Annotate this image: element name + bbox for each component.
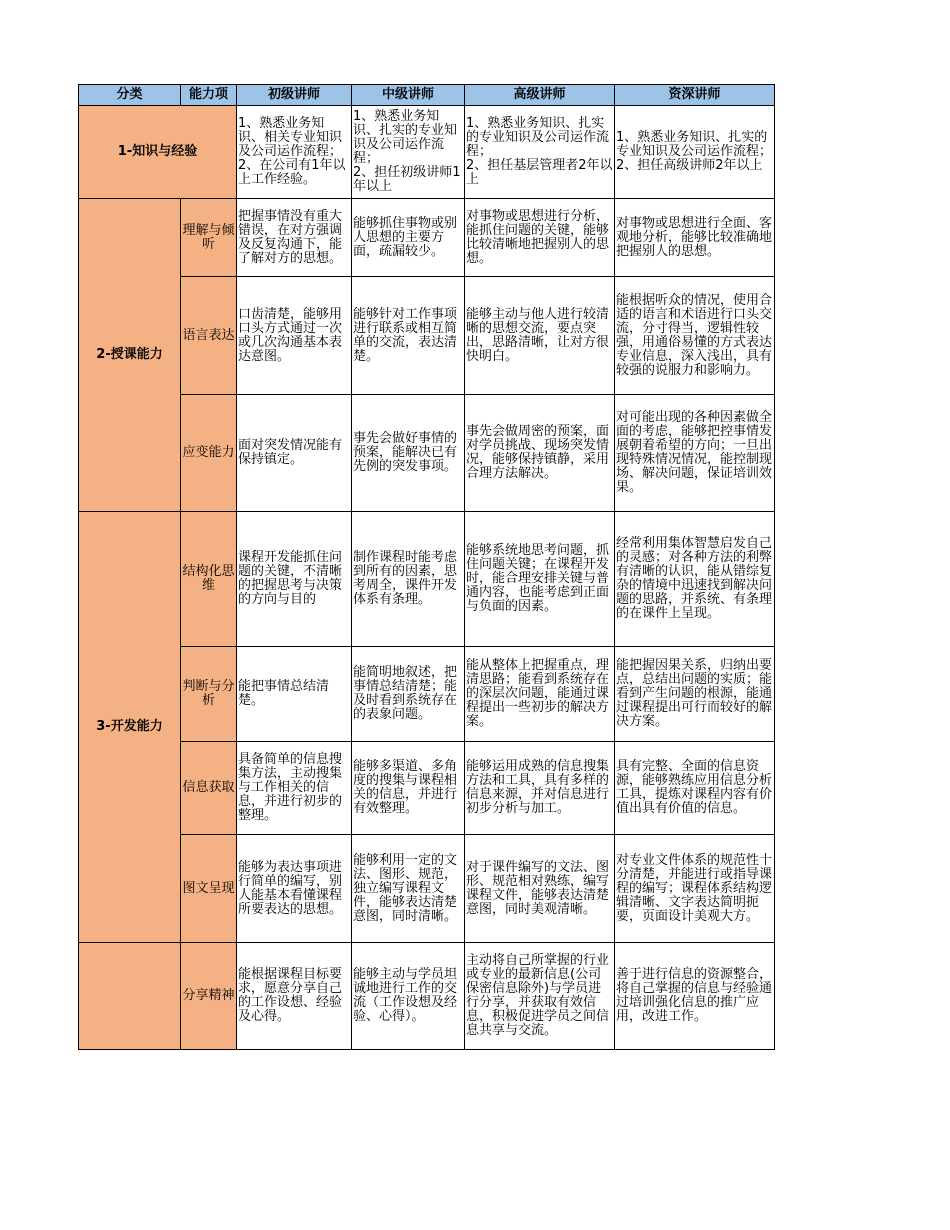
cell-adaptability-expert: 对可能出现的各种因素做全面的考虑，能够把控事情发展朝着希望的方向；一旦出现特殊情况情况，能控制现场、解决问题，保证培训效果。 <box>615 395 775 512</box>
table-row <box>79 199 775 277</box>
item-structured-thinking: 结构化思维 <box>181 512 237 647</box>
item-adaptability: 应变能力 <box>181 395 237 512</box>
header-senior: 高级讲师 <box>465 85 615 106</box>
cell-information-junior: 具备简单的信息搜集方法，主动搜集与工作相关的信息，并进行初步的整理。 <box>237 742 352 835</box>
table-row <box>79 277 775 395</box>
cell-knowledge-expert: 1、熟悉业务知识、扎实的专业知识及公司运作流程； 2、担任高级讲师2年以上 <box>615 106 775 199</box>
cell-knowledge-senior: 1、熟悉业务知识、扎实的专业知识及公司运作流程； 2、担任基层管理者2年以上 <box>465 106 615 199</box>
cell-adaptability-senior: 事先会做周密的预案，面对学员挑战、现场突发情况，能够保持镇静，采用合理方法解决。 <box>465 395 615 512</box>
cell-sharing-expert: 善于进行信息的资源整合，将自己掌握的信息与经验通过培训强化信息的推广应用，改进工作。 <box>615 943 775 1050</box>
cell-sharing-intermediate: 能够主动与学员坦诚地进行工作的交流（工作设想及经验、心得）。 <box>352 943 465 1050</box>
header-category: 分类 <box>79 85 181 106</box>
cell-presentation-senior: 对于课件编写的文法、图形、规范相对熟练，编写课程文件，能够表达清楚意图，同时美观清晰。 <box>465 835 615 943</box>
category-knowledge: 1-知识与经验 <box>79 106 237 199</box>
cell-understanding-senior: 对事物或思想进行分析，能抓住问题的关键，能够比较清晰地把握别人的思想。 <box>465 199 615 277</box>
cell-knowledge-intermediate: 1、熟悉业务知识、扎实的专业知识及公司运作流程； 2、担任初级讲师1年以上 <box>352 106 465 199</box>
table-row <box>79 106 775 199</box>
category-sharing <box>79 943 181 1050</box>
cell-understanding-expert: 对事物或思想进行全面、客观地分析，能够比较准确地把握别人的思想。 <box>615 199 775 277</box>
cell-adaptability-junior: 面对突发情况能有保持镇定。 <box>237 395 352 512</box>
item-information: 信息获取 <box>181 742 237 835</box>
header-expert: 资深讲师 <box>615 85 775 106</box>
cell-structured-junior: 课程开发能抓住问题的关键，不清晰的把握思考与决策的方向与目的 <box>237 512 352 647</box>
item-presentation: 图文呈现 <box>181 835 237 943</box>
cell-presentation-intermediate: 能够利用一定的文法、图形、规范，独立编写课程文件，能够表达清楚意图，同时清晰。 <box>352 835 465 943</box>
cell-language-senior: 能够主动与他人进行较清晰的思想交流，要点突出，思路清晰，让对方很快明白。 <box>465 277 615 395</box>
category-teaching: 2-授课能力 <box>79 199 181 512</box>
cell-structured-senior: 能够系统地思考问题，抓住问题关键；在课程开发时，能合理安排关键与普通内容，也能考虑到正面与负面的因素。 <box>465 512 615 647</box>
header-intermediate: 中级讲师 <box>352 85 465 106</box>
item-sharing: 分享精神 <box>181 943 237 1050</box>
cell-presentation-expert: 对专业文件体系的规范性十分清楚，并能进行或指导课程的编写；课程体系结构逻辑清晰、文字表达简明扼要，页面设计美观大方。 <box>615 835 775 943</box>
cell-judgment-junior: 能把事情总结清楚。 <box>237 647 352 742</box>
cell-information-senior: 能够运用成熟的信息搜集方法和工具，具有多样的信息来源，并对信息进行初步分析与加工。 <box>465 742 615 835</box>
cell-structured-expert: 经常利用集体智慧启发自己的灵感；对各种方法的利弊有清晰的认识，能从错综复杂的情境中迅速找到解决问题的思路，并系统、有条理的在课件上呈现。 <box>615 512 775 647</box>
table-row <box>79 512 775 647</box>
cell-judgment-senior: 能从整体上把握重点，理清思路；能看到系统存在的深层次问题，能通过课程提出一些初步的解决方案。 <box>465 647 615 742</box>
cell-judgment-expert: 能把握因果关系，归纳出要点，总结出问题的实质；能看到产生问题的根源，能通过课程提出可行而较好的解决方案。 <box>615 647 775 742</box>
cell-understanding-junior: 把握事情没有重大错误，在对方强调及反复沟通下，能了解对方的思想。 <box>237 199 352 277</box>
cell-language-junior: 口齿清楚，能够用口头方式通过一次或几次沟通基本表达意图。 <box>237 277 352 395</box>
cell-structured-intermediate: 制作课程时能考虑到所有的因素，思考周全，课件开发体系有条理。 <box>352 512 465 647</box>
item-language: 语言表达 <box>181 277 237 395</box>
cell-language-intermediate: 能够针对工作事项进行联系或相互简单的交流，表达清楚。 <box>352 277 465 395</box>
table-row <box>79 835 775 943</box>
cell-knowledge-junior: 1、熟悉业务知识、相关专业知识及公司运作流程； 2、在公司有1年以上工作经验。 <box>237 106 352 199</box>
header-junior: 初级讲师 <box>237 85 352 106</box>
table-row <box>79 742 775 835</box>
category-development: 3-开发能力 <box>79 512 181 943</box>
header-row <box>79 85 775 106</box>
cell-language-expert: 能根据听众的情况，使用合适的语言和术语进行口头交流，分寸得当，逻辑性较强，用通俗易懂的方式表达专业信息，深入浅出，具有较强的说服力和影响力。 <box>615 277 775 395</box>
cell-information-intermediate: 能够多渠道、多角度的搜集与课程相关的信息，并进行有效整理。 <box>352 742 465 835</box>
table-row <box>79 647 775 742</box>
cell-understanding-intermediate: 能够抓住事物或别人思想的主要方面，疏漏较少。 <box>352 199 465 277</box>
header-ability-item: 能力项 <box>181 85 237 106</box>
cell-sharing-senior: 主动将自己所掌握的行业或专业的最新信息(公司保密信息除外)与学员进行分享，并获取有效信息，积极促进学员之间信息共享与交流。 <box>465 943 615 1050</box>
table-row <box>79 943 775 1050</box>
cell-sharing-junior: 能根据课程目标要求，愿意分享自己的工作设想、经验及心得。 <box>237 943 352 1050</box>
cell-adaptability-intermediate: 事先会做好事情的预案，能解决已有先例的突发事项。 <box>352 395 465 512</box>
cell-information-expert: 具有完整、全面的信息资源，能够熟练应用信息分析工具，提炼对课程内容有价值出具有价值的信息。 <box>615 742 775 835</box>
instructor-competency-table <box>78 84 775 1050</box>
table-row <box>79 395 775 512</box>
cell-presentation-junior: 能够为表达事项进行简单的编写，别人能基本看懂课程所要表达的思想。 <box>237 835 352 943</box>
cell-judgment-intermediate: 能简明地叙述，把事情总结清楚；能及时看到系统存在的表象问题。 <box>352 647 465 742</box>
item-judgment: 判断与分析 <box>181 647 237 742</box>
item-understanding: 理解与倾听 <box>181 199 237 277</box>
